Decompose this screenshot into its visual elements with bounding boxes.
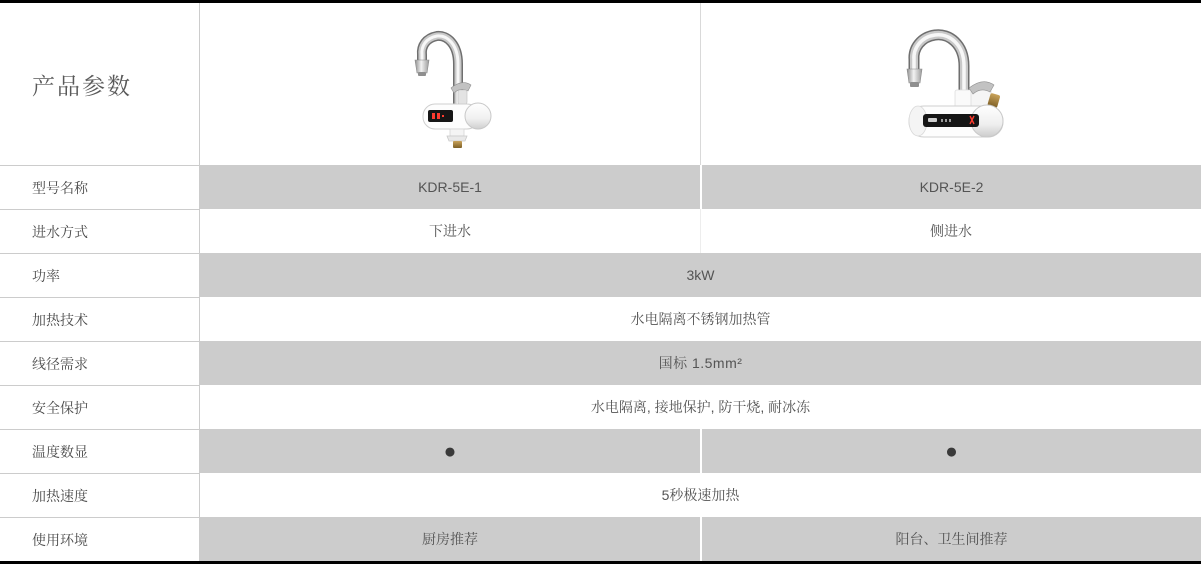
temp-display-dot-2: ● [700,429,1201,473]
spec-row-model-name [0,165,1201,209]
row-label-heating-speed: 加热速度 [0,473,200,517]
row-label-usage-env: 使用环境 [0,517,200,561]
page-title: 产品参数 [32,72,132,99]
row-label-wire-gauge: 线径需求 [0,341,200,385]
water-inlet-value-1: 下进水 [200,209,700,253]
faucet-bottom-inlet-photo [395,20,505,148]
spec-row-heating-speed [0,473,1201,517]
power-value: 3kW [200,253,1201,297]
spec-row-water-inlet [0,209,1201,253]
spec-row-heating-tech [0,297,1201,341]
row-label-heating-tech: 加热技术 [0,297,200,341]
heating-tech-value: 水电隔离不锈钢加热管 [200,297,1201,341]
heating-speed-value: 5秒极速加热 [200,473,1201,517]
usage-env-value-2: 阳台、卫生间推荐 [700,517,1201,561]
model-name-value-1: KDR-5E-1 [200,165,700,209]
usage-env-value-1: 厨房推荐 [200,517,700,561]
spec-row-wire-gauge [0,341,1201,385]
temp-display-dot-1: ● [200,429,700,473]
row-label-safety: 安全保护 [0,385,200,429]
row-label-model-name: 型号名称 [0,165,200,209]
row-label-water-inlet: 进水方式 [0,209,200,253]
spec-row-usage-env [0,517,1201,561]
product-image-2 [700,3,1201,165]
header-row [0,3,1201,165]
faucet-side-inlet-photo [885,18,1017,150]
model-name-value-2: KDR-5E-2 [700,165,1201,209]
product-image-1 [200,3,700,165]
wire-gauge-value: 国标 1.5mm² [200,341,1201,385]
spec-row-power [0,253,1201,297]
row-label-power: 功率 [0,253,200,297]
spec-row-temp-display [0,429,1201,473]
safety-value: 水电隔离, 接地保护, 防干烧, 耐冰冻 [200,385,1201,429]
row-label-temp-display: 温度数显 [0,429,200,473]
title-cell [0,3,200,165]
water-inlet-value-2: 侧进水 [700,209,1201,253]
spec-row-safety [0,385,1201,429]
